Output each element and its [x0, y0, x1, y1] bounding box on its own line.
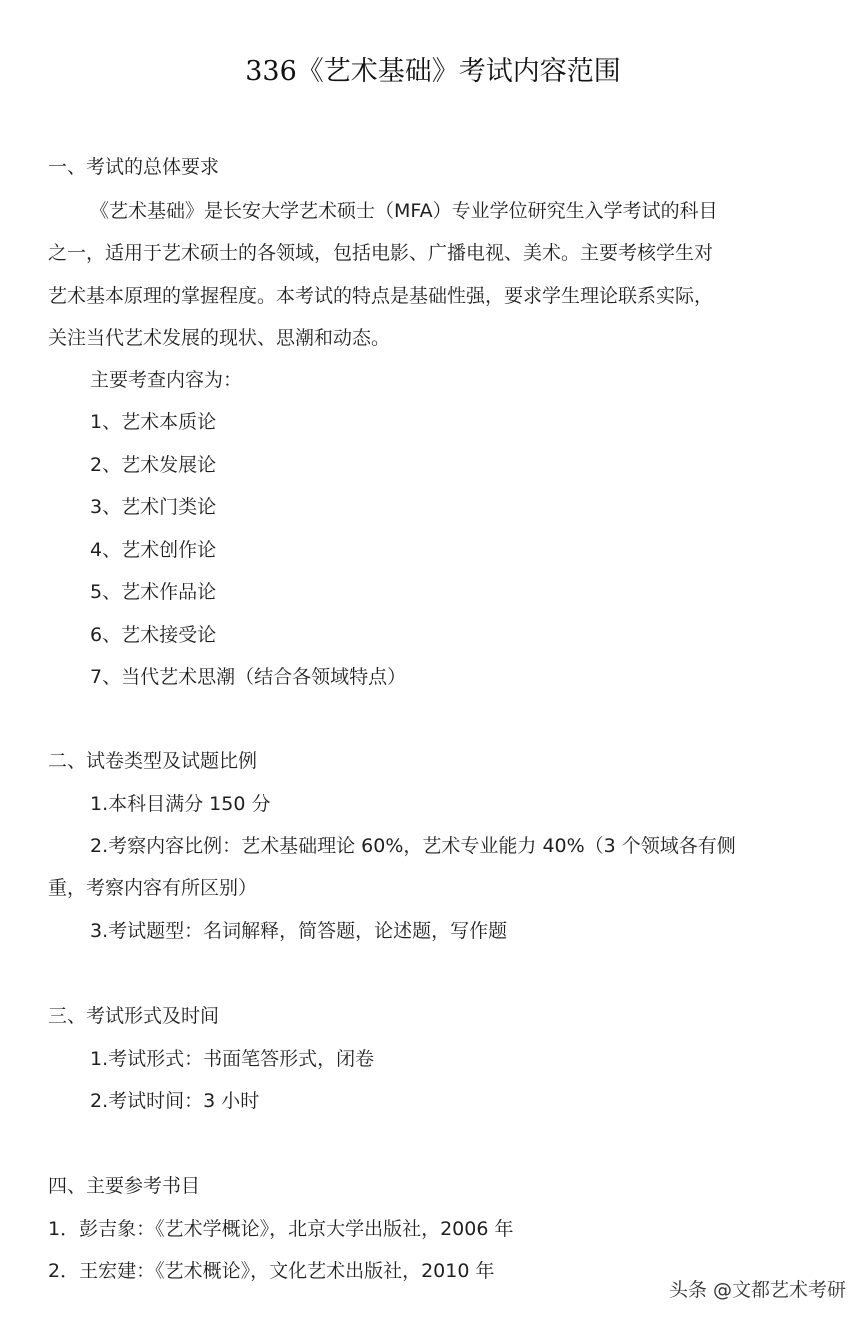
section-2-item-3: 3.考试题型：名词解释，简答题，论述题，写作题	[90, 920, 508, 942]
section-1-paragraph-line-3: 艺术基本原理的掌握程度。本考试的特点是基础性强，要求学生理论联系实际，	[48, 285, 714, 307]
section-2-item-1: 1.本科目满分 150 分	[90, 793, 271, 815]
reference-book-item: 1．彭吉象：《艺术学概论》，北京大学出版社，2006 年	[48, 1218, 514, 1240]
section-2-item-2-line-1: 2.考察内容比例：艺术基础理论 60%，艺术专业能力 40%（3 个领域各有侧	[90, 835, 736, 857]
section-2-item-2-line-2: 重，考察内容有所区别）	[48, 877, 258, 899]
section-2-heading: 二、试卷类型及试题比例	[48, 750, 258, 772]
reference-book-item: 2．王宏建：《艺术概论》，文化艺术出版社，2010 年	[48, 1260, 495, 1282]
section-3-item-2: 2.考试时间：3 小时	[90, 1090, 260, 1112]
section-3-item-1: 1.考试形式：书面笔答形式，闭卷	[90, 1048, 375, 1070]
section-1-list-item: 3、艺术门类论	[90, 496, 217, 518]
document-title: 336《艺术基础》考试内容范围	[245, 56, 621, 87]
section-1-paragraph-line-1: 《艺术基础》是长安大学艺术硕士（MFA）专业学位研究生入学考试的科目	[90, 200, 718, 222]
section-1-list-item: 2、艺术发展论	[90, 454, 217, 476]
section-1-list-item: 6、艺术接受论	[90, 624, 217, 646]
section-4-heading: 四、主要参考书目	[48, 1175, 201, 1197]
section-1-list-item: 7、当代艺术思潮（结合各领域特点）	[90, 666, 407, 688]
section-1-list-item: 1、艺术本质论	[90, 411, 217, 433]
section-1-paragraph-line-4: 关注当代艺术发展的现状、思潮和动态。	[48, 327, 391, 349]
section-1-paragraph-line-2: 之一，适用于艺术硕士的各领域，包括电影、广播电视、美术。主要考核学生对	[48, 242, 714, 264]
section-1-list-item: 5、艺术作品论	[90, 581, 217, 603]
section-3-heading: 三、考试形式及时间	[48, 1005, 220, 1027]
section-1-items-intro: 主要考查内容为：	[90, 369, 243, 391]
section-1-list-item: 4、艺术创作论	[90, 539, 217, 561]
source-watermark: 头条 @文都艺术考研	[668, 1279, 846, 1301]
section-1-heading: 一、考试的总体要求	[48, 156, 220, 178]
